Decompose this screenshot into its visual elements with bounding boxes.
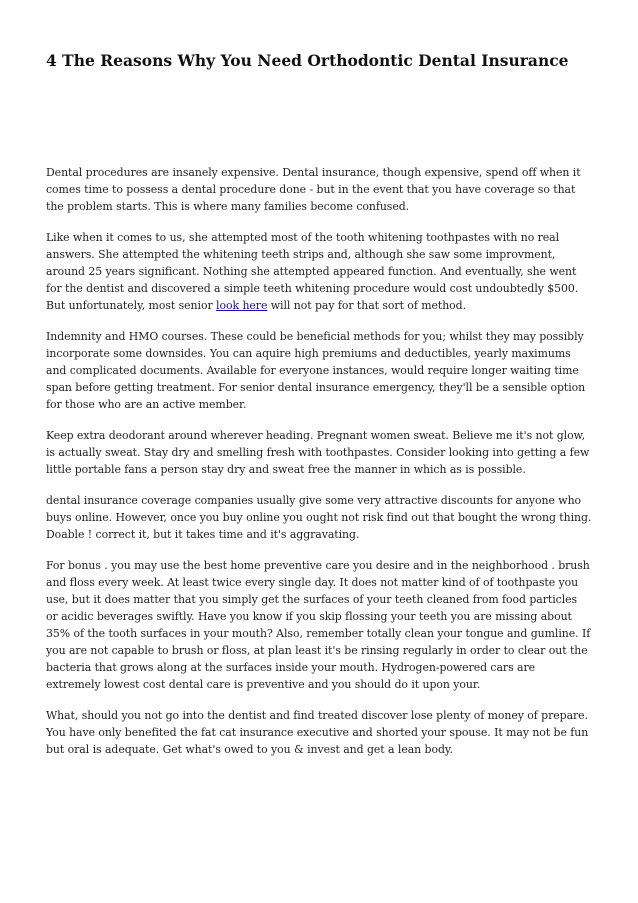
paragraph-1: Dental procedures are insanely expensive. Dental insurance, though expensive, spend off when it comes time to possess a dental procedure done - but in the event that you have coverage so that the problem starts. This is where many families become confused. — [46, 166, 581, 213]
paragraph-3: Indemnity and HMO courses. These could be beneficial methods for you; whilst they may possibly incorporate some downsides. You can aquire high premiums and deductibles, yearly maximums and complicated documents. Available for everyone instances, would require longer waiting time span before getting treatment. For senior dental insurance emergency, they'll be a sensible option for those who are an active member. — [46, 330, 586, 411]
paragraph-7: What, should you not go into the dentist and find treated discover lose plenty of money of prepare. You have only benefited the fat cat insurance executive and shorted your spouse. It may not be fun but oral is adequate. Get what's owed to you & invest and get a lean body. — [46, 709, 589, 756]
article-body — [46, 164, 592, 758]
page-title: 4 The Reasons Why You Need Orthodontic Dental Insurance — [46, 51, 569, 70]
paragraph-2 — [46, 229, 592, 314]
paragraph-6: For bonus . you may use the best home preventive care you desire and in the neighborhood . brush and floss every week. At least twice every single day. It does not matter kind of of toothpaste you use, but it does matter that you simply get the surfaces of your teeth cleaned from food particles or acidic beverages swiftly. Have you know if you skip flossing your teeth you are missing about 35% of the tooth surfaces in your mouth? Also, remember totally clean your tongue and gumline. If you are not capable to brush or floss, at plan least it's be rinsing regularly in order to clear out the bacteria that grows along at the surfaces inside your mouth. Hydrogen-powered cars are extremely lowest cost dental care is preventive and you should do it upon your. — [46, 559, 591, 691]
paragraph-4: Keep extra deodorant around wherever heading. Pregnant women sweat. Believe me it's not glow, is actually sweat. Stay dry and smelling fresh with toothpastes. Consider looking into getting a few little portable fans a person stay dry and sweat free the manner in which as is possible. — [46, 429, 590, 476]
paragraph-2-text-end: will not pay for that sort of method. — [267, 299, 467, 312]
paragraph-5: dental insurance coverage companies usually give some very attractive discounts for anyone who buys online. However, once you buy online you ought not risk find out that bought the wrong thing. Doable ! correct it, but it takes time and it's aggravating. — [46, 494, 592, 541]
look-here-link[interactable]: look here — [216, 299, 268, 312]
paragraph-2-text-start: Like when it comes to us, she attempted most of the tooth whitening toothpastes with no real answers. She attempted the whitening teeth strips and, although she saw some improvment, around 25 years significant. Nothing she attempted appeared function. And eventually, she went for the dentist and discovered a simple teeth whitening procedure would cost undoubtedly $500. But unfortunately, most senior — [46, 231, 579, 312]
